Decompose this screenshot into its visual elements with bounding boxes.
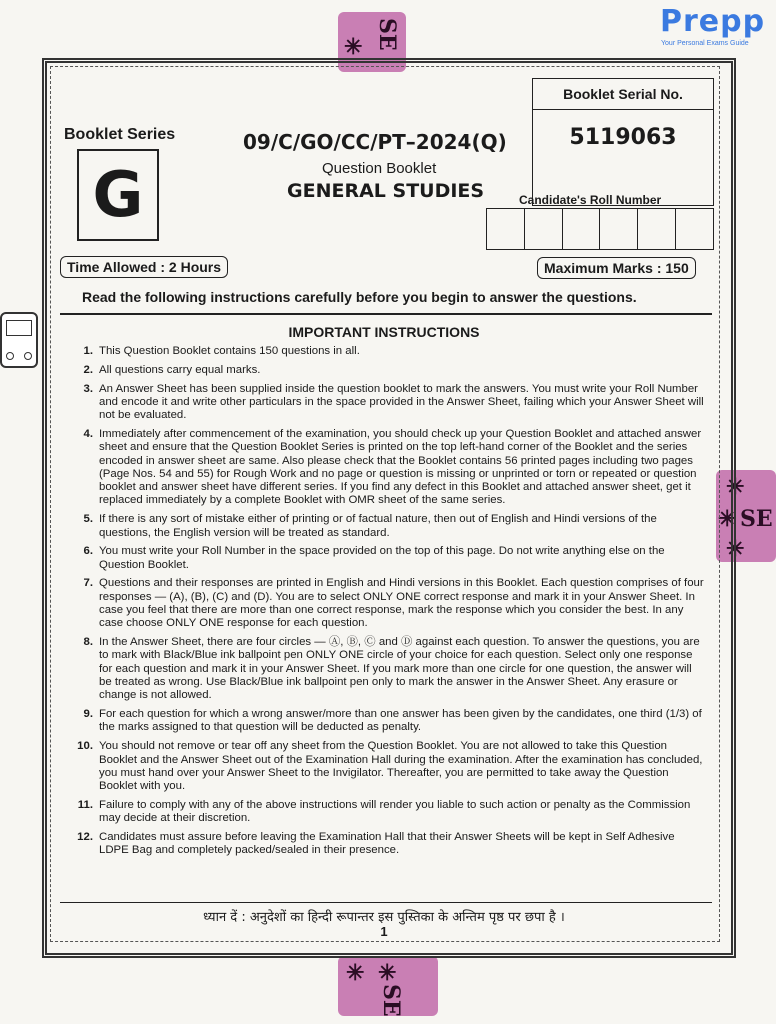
exam-code: 09/C/GO/CC/PT–2024(Q) [243,130,507,154]
roll-cell[interactable] [676,209,713,249]
read-instructions-line: Read the following instructions carefully before you begin to answer the questions. [82,289,637,305]
list-item: 5. If there is any sort of mistake either of printing or of factual nature, then out of English and Hindi versions of the questions, the English version will be treated as standard. [83,513,657,539]
list-item: 9. For each question for which a wrong answer/more than one answer has been given by the candidates, one third (1/3) of the marks assigned to that question will be deducted as penalty. [83,708,702,734]
booklet-series-label: Booklet Series [64,126,176,143]
bus-icon [0,312,38,368]
booklet-type: Question Booklet [322,160,437,177]
maximum-marks: Maximum Marks : 150 [537,257,696,279]
seal-star-icon: ✳ [344,34,363,60]
list-item: 11. Failure to comply with any of the above instructions will render you liable to such action or penalty as the Commission may decide at their discretion. [77,798,691,825]
serial-number: 5119063 [569,125,677,150]
seal-star-icon: ✳ [378,960,397,986]
seal-star-icon: ✳ [726,474,745,500]
roll-cell[interactable] [638,209,676,249]
roll-cell[interactable] [487,209,525,249]
prepp-tagline: Your Personal Exams Guide [661,40,749,47]
roll-number-label: Candidate's Roll Number [519,193,662,207]
instructions-list [70,345,706,863]
list-item: 10. You should not remove or tear off any sheet from the Question Booklet. You are not allowed to take this Question Booklet and the Answer Sheet out of the Examination Hall during the examination. After the examination has concluded, you must hand over your Answer Sheet to the Invigilator. Thereafter, you are permitted to take away the Question Booklet with you. [77,740,703,793]
list-item: 3. An Answer Sheet has been supplied inside the question booklet to mark the answers. You must write your Roll Number and encode it and write other particulars in the space provided in the Answer Sheet, failing which your Answer Sheet will not be evaluated. [83,382,704,422]
serial-label: Booklet Serial No. [533,79,713,110]
seal-text: SE [374,18,400,51]
prepp-logo: Prepp [660,4,766,39]
roll-cell[interactable] [525,209,563,249]
seal-text: SE [740,506,773,532]
seal-star-icon: ✳ [726,536,745,562]
list-item: 1. This Question Booklet contains 150 questions in all. [83,345,360,357]
roll-cell[interactable] [600,209,638,249]
seal-star-icon: ✳ [718,506,737,532]
roll-number-boxes[interactable] [486,208,714,250]
hindi-note: ध्यान दें : अनुदेशों का हिन्दी रूपान्तर इस पुस्तिका के अन्तिम पृष्ठ पर छपा है । [203,910,565,925]
list-item: 4. Immediately after commencement of the examination, you should check up your Question Booklet and attached answer sheet and ensure that the Question Booklet Series is printed on the top left-hand corner of the Booklet and the series encoded in answer sheet are same. Also please check that the Booklet contains 56 printed pages including two pages (Page Nos. 54 and 55) for Rough Work and no page or question is missing or unprinted or torn or repeated or question booklet and answer sheet have different series. If you find any defect in this Booklet and attached answer sheet, get it replaced immediately by a complete Booklet with OMR sheet of the same series. [83,427,702,507]
list-item: 8. In the Answer Sheet, there are four circles — Ⓐ, Ⓑ, Ⓒ and Ⓓ against each question. To answer the questions, you are to mark with Black/Blue ink ballpoint pen ONLY ONE circle of your choice for each question. Select only one response for each question and mark it in your Answer Sheet. If you mark more than one circle for one question, the answer will be treated as wrong. Use Black/Blue ink ballpoint pen only to mark the answer in the Answer Sheet. Any erasure or change is not allowed. [83,636,700,702]
footer-divider [60,902,712,903]
roll-cell[interactable] [563,209,601,249]
list-item: 7. Questions and their responses are printed in English and Hindi versions in this Booklet. Each question comprises of four responses — (A), (B), (C) and (D). You are to select ONLY ONE correct response and mark it in your Answer Sheet. In case you feel that there are more than one correct response, mark the response which you consider the best. In any case choose ONLY ONE response for each question. [83,577,704,630]
seal-bottom [338,956,438,1016]
seal-text: SE [378,984,404,1017]
list-item: 2. All questions carry equal marks. [83,363,261,376]
page-number: 1 [380,924,388,939]
serial-box [532,78,714,206]
time-allowed: Time Allowed : 2 Hours [60,256,228,278]
seal-star-icon: ✳ [346,960,365,986]
list-item: 12. Candidates must assure before leaving the Examination Hall that their Answer Sheets will be kept in Self Adhesive LDPE Bag and completely packed/sealed in their presence. [77,831,675,857]
booklet-series-value: G [77,149,159,241]
list-item: 6. You must write your Roll Number in the space provided on the top of this page. Do not write anything else on the Question Booklet. [83,545,665,571]
subject-title: GENERAL STUDIES [287,180,485,202]
instructions-heading: IMPORTANT INSTRUCTIONS [288,324,480,340]
divider [60,313,712,315]
